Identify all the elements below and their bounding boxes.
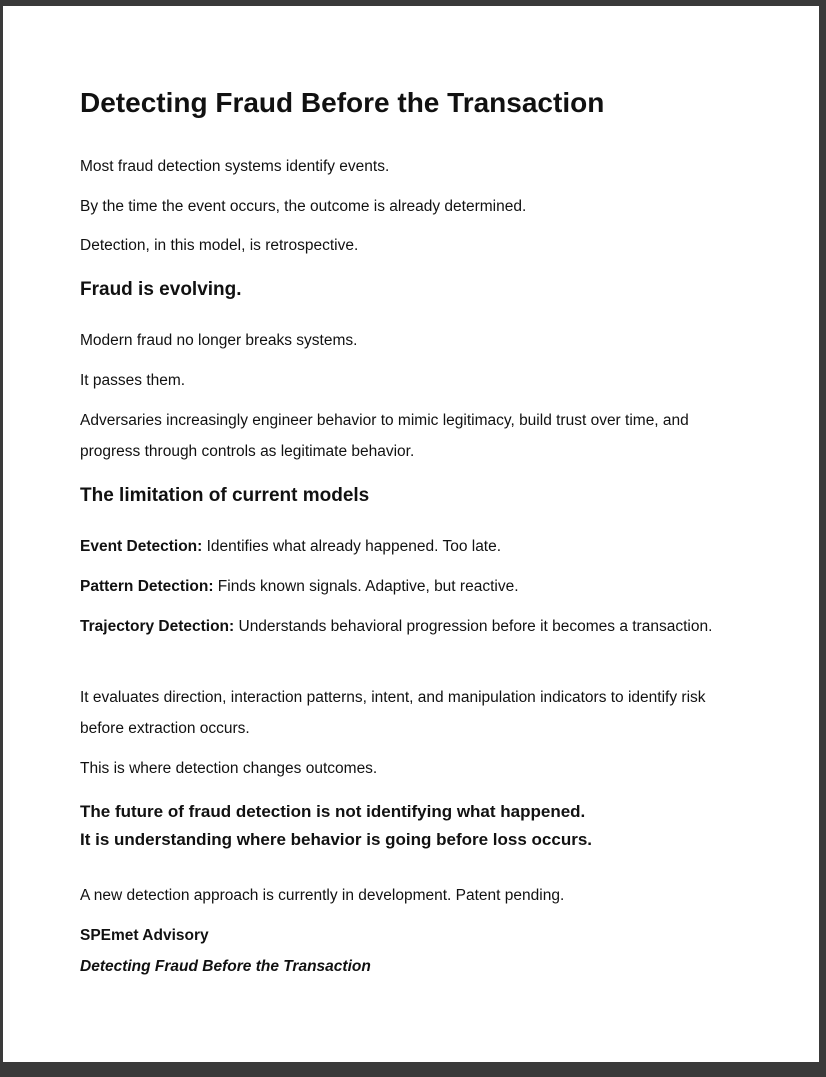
section2-paragraph-1: It evaluates direction, interaction patterns, intent, and manipulation indicators to identify risk before extraction occurs. <box>80 689 706 737</box>
intro-paragraph-2: By the time the event occurs, the outcome is already determined. <box>80 198 527 215</box>
definition-event-detection <box>80 531 750 562</box>
definition-term: Pattern Detection: <box>80 578 214 595</box>
definition-text: Identifies what already happened. Too late. <box>202 538 502 555</box>
signature-name: SPEmet Advisory <box>80 927 209 944</box>
callout-line-1: The future of fraud detection is not identifying what happened. <box>80 802 586 821</box>
definition-text: Finds known signals. Adaptive, but reactive. <box>213 578 519 595</box>
intro-paragraph-3: Detection, in this model, is retrospective. <box>80 237 359 254</box>
callout-line-2: It is understanding where behavior is going before loss occurs. <box>80 830 592 849</box>
intro-paragraph-1: Most fraud detection systems identify events. <box>80 158 390 175</box>
section-heading-fraud-evolving: Fraud is evolving. <box>80 279 242 300</box>
page-title: Detecting Fraud Before the Transaction <box>80 87 605 118</box>
definition-term: Trajectory Detection: <box>80 618 235 635</box>
development-note: A new detection approach is currently in development. Patent pending. <box>80 887 565 904</box>
signature-title: Detecting Fraud Before the Transaction <box>80 958 371 975</box>
definition-text: Understands behavioral progression before it becomes a transaction. <box>234 618 713 635</box>
definition-pattern-detection <box>80 571 750 602</box>
section1-paragraph-3: Adversaries increasingly engineer behavior to mimic legitimacy, build trust over time, and progress through controls as legitimate behavior. <box>80 412 689 460</box>
document-page <box>3 6 819 1062</box>
section2-paragraph-2: This is where detection changes outcomes. <box>80 760 378 777</box>
definition-term: Event Detection: <box>80 538 203 555</box>
section-heading-limitation: The limitation of current models <box>80 485 370 506</box>
definition-trajectory-detection <box>80 611 750 642</box>
section1-paragraph-1: Modern fraud no longer breaks systems. <box>80 332 358 349</box>
section1-paragraph-2: It passes them. <box>80 372 186 389</box>
